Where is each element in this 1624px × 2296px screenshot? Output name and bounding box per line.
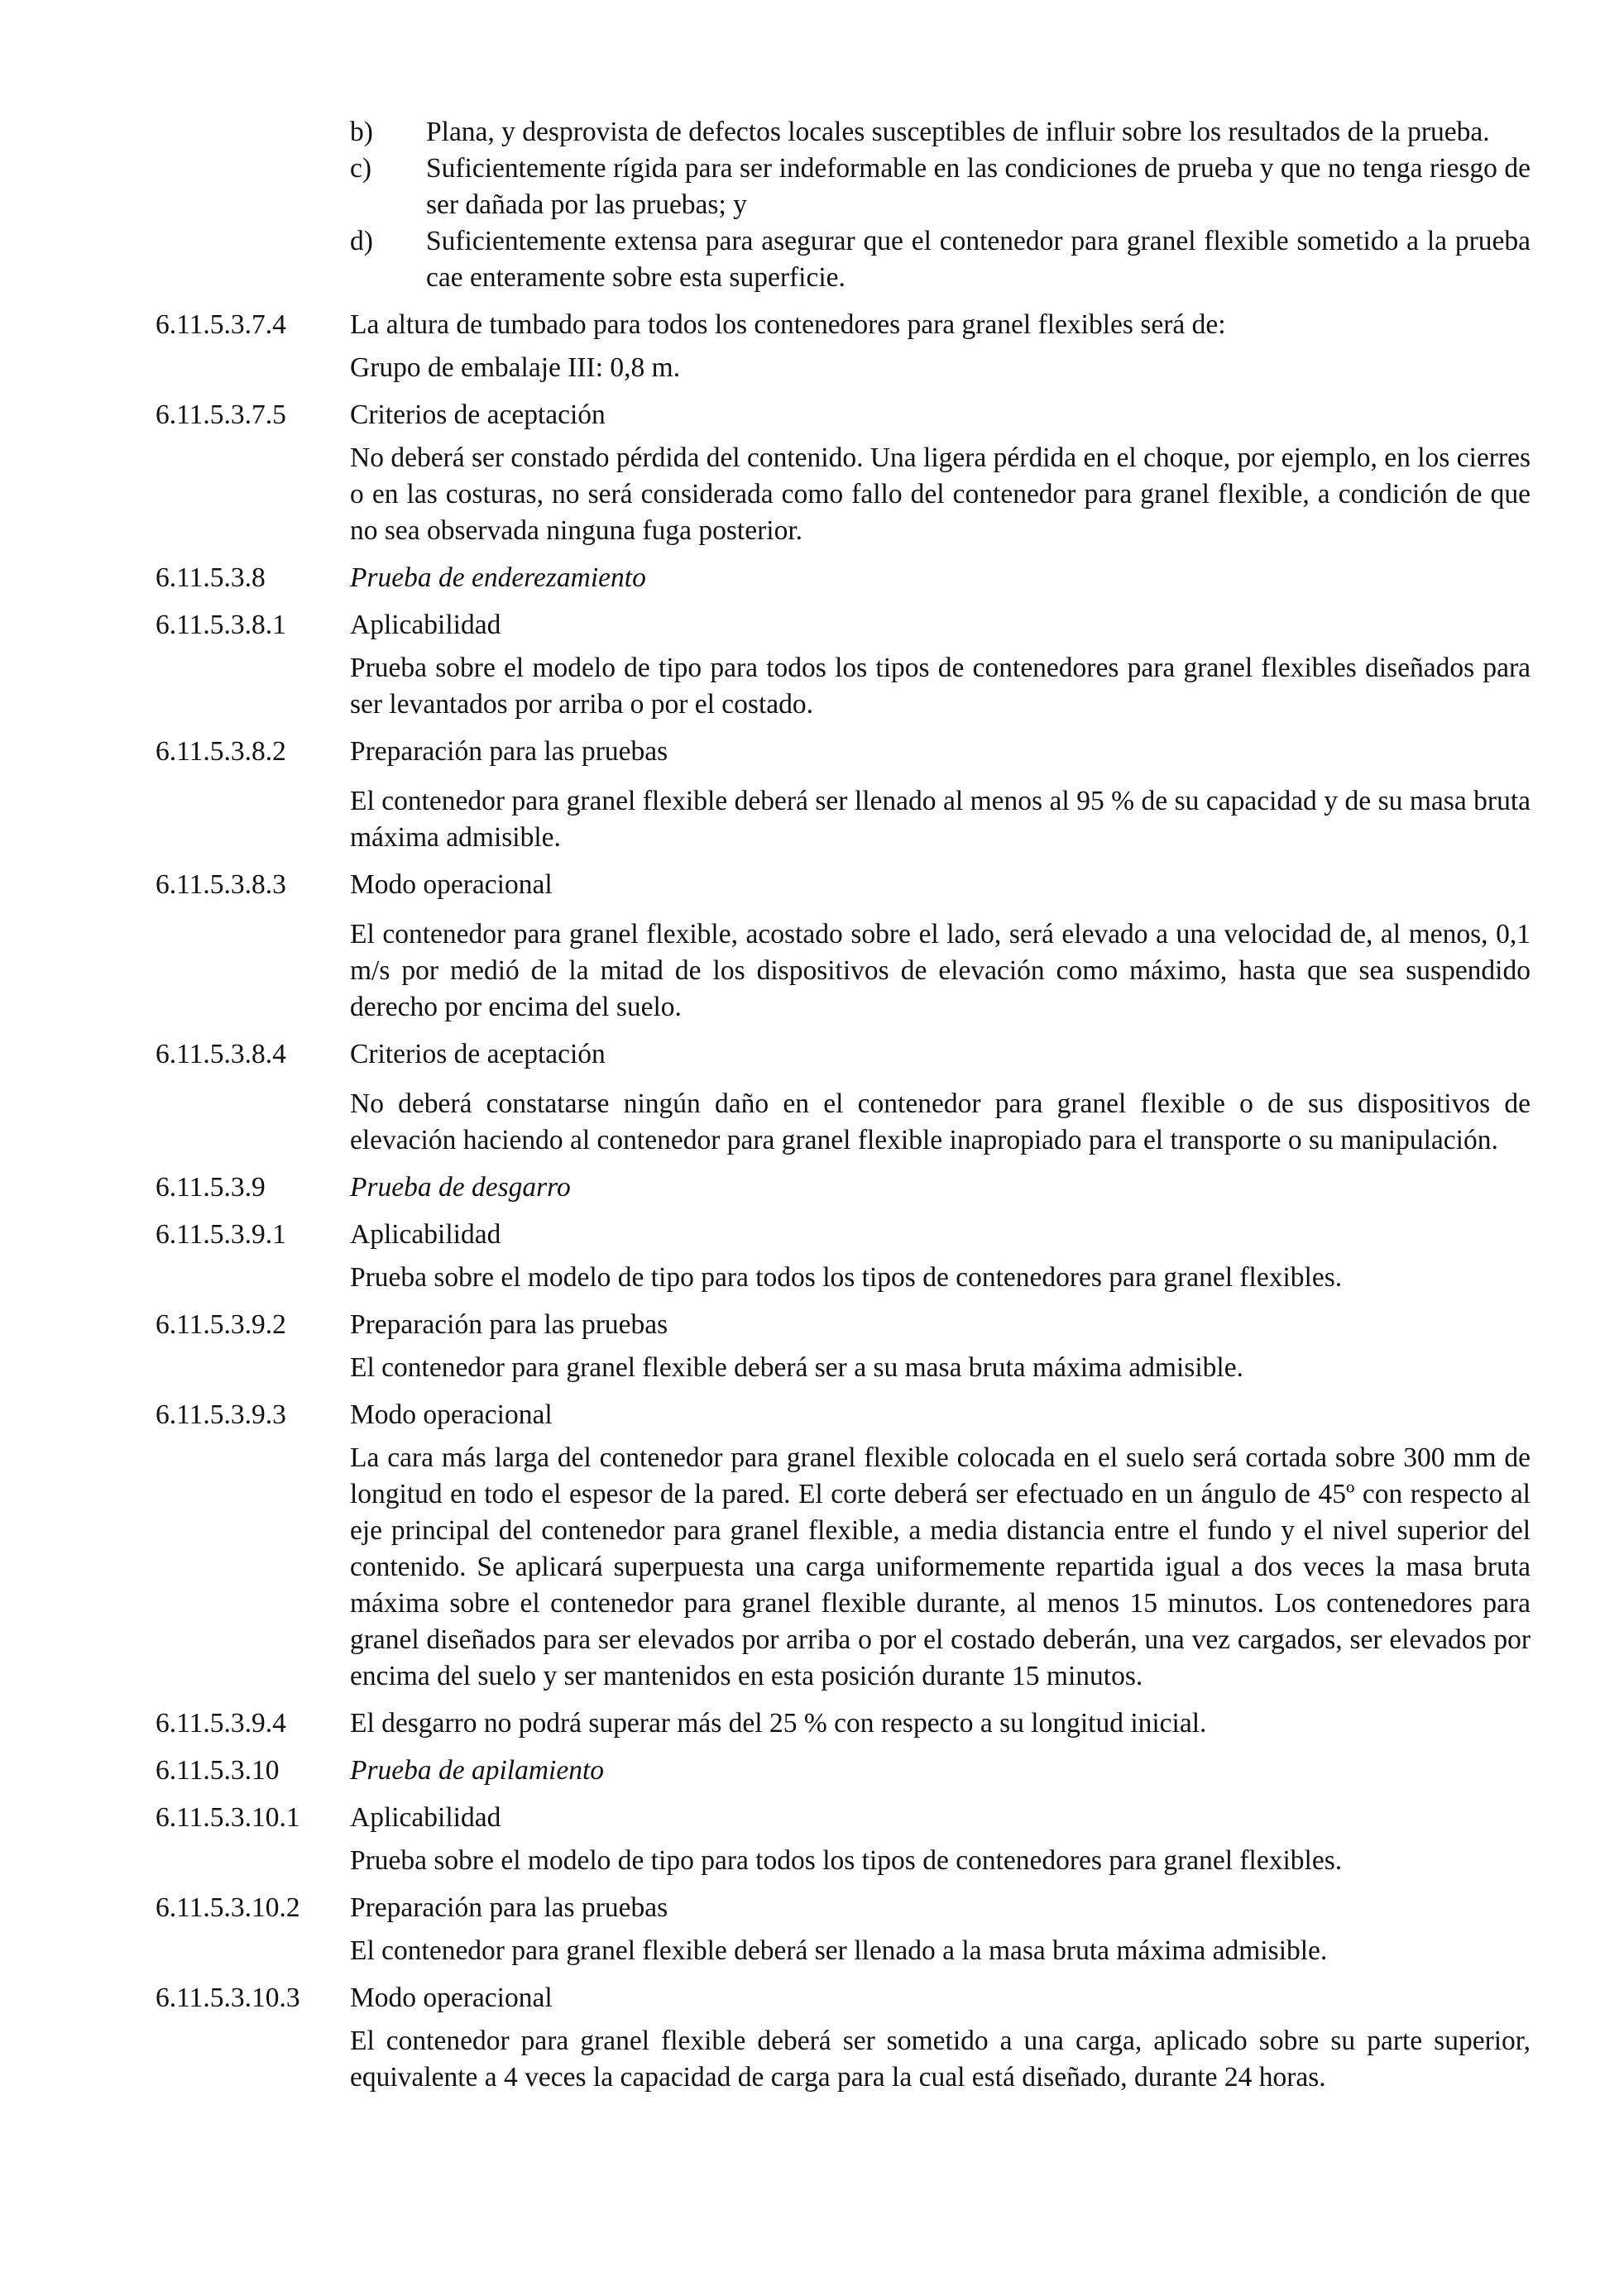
section-heading: Prueba de desgarro <box>350 1172 571 1203</box>
section-number: 6.11.5.3.9.4 <box>156 1708 286 1739</box>
section-6-11-5-3-9 <box>156 1170 1531 1206</box>
section-body: Prueba sobre el modelo de tipo para todos los tipos de contenedores para granel flexibles diseñados para ser levantados por arriba o por el costado. <box>350 653 1531 720</box>
section-6-11-5-3-10-1 <box>156 1800 1531 1879</box>
list-item-text: Plana, y desprovista de defectos locales susceptibles de influir sobre los resultados de la prueba. <box>426 117 1490 147</box>
section-6-11-5-3-10 <box>156 1753 1531 1789</box>
section-heading: Preparación para las pruebas <box>350 736 668 767</box>
section-number: 6.11.5.3.8.2 <box>156 736 286 767</box>
section-6-11-5-3-8-2 <box>156 734 1531 856</box>
section-number: 6.11.5.3.10.2 <box>156 1892 300 1923</box>
section-6-11-5-3-9-1 <box>156 1217 1531 1296</box>
section-heading: Aplicabilidad <box>350 1802 501 1833</box>
section-body: El contenedor para granel flexible deberá ser llenado a la masa bruta máxima admisible. <box>350 1935 1328 1966</box>
section-6-11-5-3-10-2 <box>156 1890 1531 1969</box>
section-heading: Aplicabilidad <box>350 610 501 640</box>
section-body: El contenedor para granel flexible deberá ser sometido a una carga, aplicado sobre su parte superior, equivalente a 4 veces la capacidad de carga para la cual está diseñado, durante 24 horas. <box>350 2026 1531 2093</box>
section-6-11-5-3-9-2 <box>156 1307 1531 1386</box>
section-body: La cara más larga del contenedor para granel flexible colocada en el suelo será cortada sobre 300 mm de longitud en todo el espesor de la pared. El corte deberá ser efectuado en un ángulo de 45º con respecto al eje principal del contenedor para granel flexible, a media distancia entre el fundo y el nivel superior del contenido. Se aplicará superpuesta una carga uniformemente repartida igual a dos veces la masa bruta máxima sobre el contenedor para granel flexible durante, al menos 15 minutos. Los contenedores para granel diseñados para ser elevados por arriba o por el costado deberán, una vez cargados, ser elevados por encima del suelo y ser mantenidos en esta posición durante 15 minutos. <box>350 1442 1531 1691</box>
section-number: 6.11.5.3.8.3 <box>156 869 286 900</box>
section-number: 6.11.5.3.10.1 <box>156 1802 300 1833</box>
list-item <box>350 151 1531 223</box>
list-item-label: b) <box>350 117 373 147</box>
section-body: Grupo de embalaje III: 0,8 m. <box>350 352 681 383</box>
list-item-label: c) <box>350 153 372 184</box>
section-number: 6.11.5.3.8 <box>156 562 266 593</box>
section-6-11-5-3-10-3 <box>156 1980 1531 2096</box>
section-heading: Modo operacional <box>350 1399 553 1430</box>
section-6-11-5-3-8-3 <box>156 867 1531 1026</box>
section-number: 6.11.5.3.7.5 <box>156 399 286 430</box>
section-heading: Preparación para las pruebas <box>350 1309 668 1340</box>
section-heading: Prueba de apilamiento <box>350 1755 605 1786</box>
section-heading: Aplicabilidad <box>350 1219 501 1250</box>
list-item-text: Suficientemente rígida para ser indeformable en las condiciones de prueba y que no tenga riesgo de ser dañada por las pruebas; y <box>426 153 1531 220</box>
section-heading: Modo operacional <box>350 869 553 900</box>
list-item <box>350 223 1531 296</box>
section-6-11-5-3-9-3 <box>156 1397 1531 1695</box>
section-body: Prueba sobre el modelo de tipo para todos los tipos de contenedores para granel flexibles. <box>350 1845 1343 1876</box>
section-number: 6.11.5.3.10 <box>156 1755 280 1786</box>
section-number: 6.11.5.3.9.2 <box>156 1309 286 1340</box>
section-heading: El desgarro no podrá superar más del 25 % con respecto a su longitud inicial. <box>350 1708 1207 1739</box>
section-number: 6.11.5.3.9.3 <box>156 1399 286 1430</box>
section-6-11-5-3-9-4 <box>156 1705 1531 1742</box>
section-6-11-5-3-8-4 <box>156 1036 1531 1159</box>
document-page <box>156 114 1531 2096</box>
section-6-11-5-3-7-5 <box>156 397 1531 549</box>
list-item-text: Suficientemente extensa para asegurar que el contenedor para granel flexible sometido a la prueba cae enteramente sobre esta superficie. <box>426 226 1531 293</box>
section-body: El contenedor para granel flexible deberá ser llenado al menos al 95 % de su capacidad y de su masa bruta máxima admisible. <box>350 786 1531 853</box>
section-body: Prueba sobre el modelo de tipo para todos los tipos de contenedores para granel flexibles. <box>350 1262 1343 1293</box>
section-number: 6.11.5.3.9 <box>156 1172 266 1203</box>
section-6-11-5-3-8-1 <box>156 607 1531 723</box>
section-heading: Criterios de aceptación <box>350 1039 606 1069</box>
section-body: El contenedor para granel flexible, acostado sobre el lado, será elevado a una velocidad de, al menos, 0,1 m/s por medió de la mitad de los dispositivos de elevación como máximo, hasta que sea suspendido derecho por encima del suelo. <box>350 919 1531 1022</box>
section-body: No deberá ser constado pérdida del contenido. Una ligera pérdida en el choque, por ejemplo, en los cierres o en las costuras, no será considerada como fallo del contenedor para granel flexible, a condición de que no sea observada ninguna fuga posterior. <box>350 442 1531 546</box>
list-item-label: d) <box>350 226 373 256</box>
section-heading: Criterios de aceptación <box>350 399 606 430</box>
section-number: 6.11.5.3.7.4 <box>156 309 286 340</box>
section-6-11-5-3-7-4 <box>156 307 1531 386</box>
section-number: 6.11.5.3.10.3 <box>156 1983 300 2013</box>
section-number: 6.11.5.3.9.1 <box>156 1219 286 1250</box>
section-number: 6.11.5.3.8.4 <box>156 1039 286 1069</box>
section-heading: Preparación para las pruebas <box>350 1892 668 1923</box>
section-body: No deberá constatarse ningún daño en el contenedor para granel flexible o de sus dispositivos de elevación haciendo al contenedor para granel flexible inapropiado para el transporte o su manipulación. <box>350 1088 1531 1155</box>
section-number: 6.11.5.3.8.1 <box>156 610 286 640</box>
list-item <box>350 114 1531 151</box>
section-heading: Modo operacional <box>350 1983 553 2013</box>
criteria-list <box>350 114 1531 296</box>
section-heading: La altura de tumbado para todos los contenedores para granel flexibles será de: <box>350 309 1226 340</box>
section-body: El contenedor para granel flexible deberá ser a su masa bruta máxima admisible. <box>350 1352 1243 1383</box>
section-heading: Prueba de enderezamiento <box>350 562 646 593</box>
section-6-11-5-3-8 <box>156 560 1531 596</box>
